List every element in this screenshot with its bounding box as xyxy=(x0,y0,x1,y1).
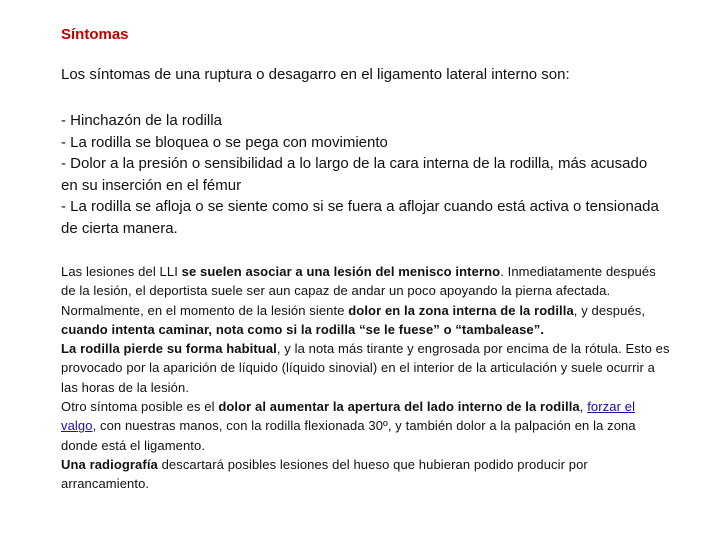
symptom-list xyxy=(61,110,661,239)
text: . Inmediatamente después de la lesión, el deportista suele ser aun capaz de andar un poco apoyando la pierna afectada. Normalmente, en el momento de la lesión siente xyxy=(61,264,656,318)
list-item: - La rodilla se bloquea o se pega con movimiento xyxy=(61,133,388,151)
description-body xyxy=(61,262,673,494)
text: Las lesiones del LLI xyxy=(61,264,182,279)
text: , xyxy=(579,399,588,415)
bold-text: Una radiografía xyxy=(61,456,158,472)
text: Otro síntoma posible es el xyxy=(61,399,219,415)
paragraph-radiografia xyxy=(61,455,673,494)
paragraph-forma xyxy=(61,339,673,397)
text: , y la nota más tirante y engrosada por encima de la rótula. Esto es provocado por la aparición de líquido (líquido sinovial) en el interior de la articulación y suele ocurrir a las horas de la lesión. xyxy=(61,341,670,395)
bold-text: dolor en la zona interna de la rodilla xyxy=(348,302,574,318)
text: descartará posibles lesiones del hueso que hubieran podido producir por arrancamiento. xyxy=(61,456,588,492)
bold-text: se suelen asociar a una lesión del menisco interno xyxy=(181,264,501,279)
bold-text: dolor al aumentar la apertura del lado interno de la rodilla xyxy=(218,399,580,415)
text: , con nuestras manos, con la rodilla flexionada 30º, y también dolor a la palpación en la zona donde está el ligamento. xyxy=(61,418,636,453)
forzar-valgo-link[interactable]: forzar el valgo xyxy=(61,399,636,434)
list-item: - La rodilla se afloja o se siente como si se fuera a aflojar cuando está activa o tensionada de cierta manera. xyxy=(61,198,659,237)
paragraph-lli xyxy=(61,262,673,339)
intro-text: Los síntomas de una ruptura o desagarro en el ligamento lateral interno son: xyxy=(61,66,570,83)
section-title: Síntomas xyxy=(61,26,129,43)
paragraph-valgo xyxy=(61,397,673,455)
bold-text: cuando intenta caminar, nota como si la rodilla “se le fuese” o “tambalease”. xyxy=(61,321,545,337)
text: , y después, xyxy=(573,302,646,318)
list-item: - Dolor a la presión o sensibilidad a lo largo de la cara interna de la rodilla, más acusado en su inserción en el fémur xyxy=(61,155,648,194)
bold-text: La rodilla pierde su forma habitual xyxy=(61,341,277,357)
list-item: - Hinchazón de la rodilla xyxy=(61,112,222,129)
